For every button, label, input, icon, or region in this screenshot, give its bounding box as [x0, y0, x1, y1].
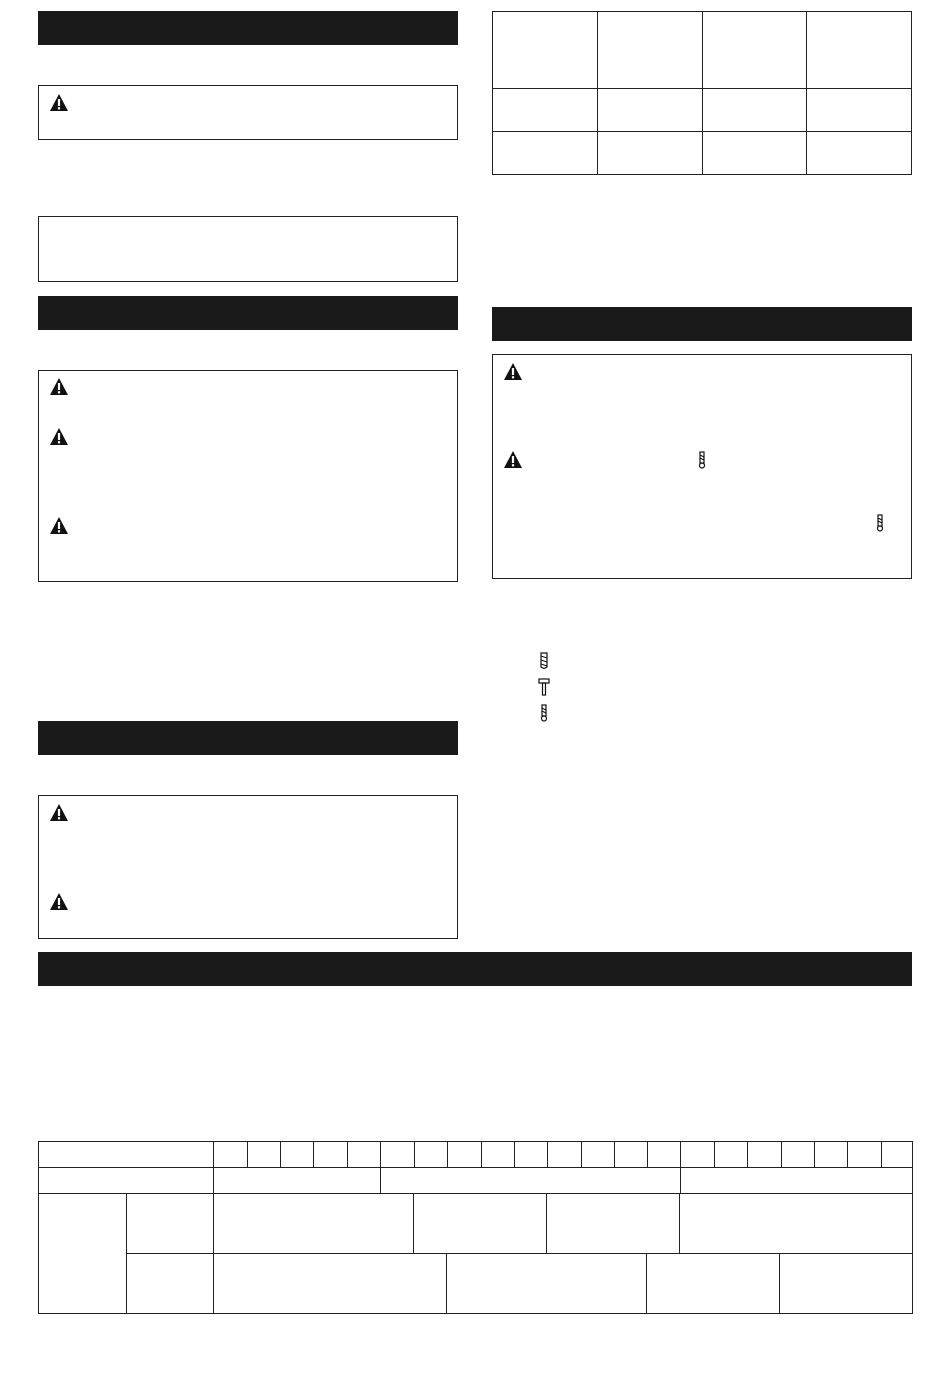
- table-cell: [807, 132, 912, 175]
- table-cell: [597, 132, 702, 175]
- table-cell: [702, 12, 807, 89]
- screw-icon: [696, 451, 708, 469]
- table-cell: [702, 132, 807, 175]
- section-header-1: [38, 11, 458, 45]
- table-cell: [807, 89, 912, 132]
- warning-triangle-icon: [503, 450, 523, 470]
- warning-triangle-icon: [49, 93, 69, 113]
- warning-triangle-icon: [49, 892, 69, 912]
- table-cell: [807, 12, 912, 89]
- table-cell: [493, 132, 598, 175]
- table-cell: [597, 12, 702, 89]
- warning-triangle-icon: [49, 427, 69, 447]
- warning-triangle-icon: [503, 362, 523, 382]
- drill-icon: [538, 651, 550, 669]
- warning-box-2: [38, 370, 458, 582]
- specifications-table-grid: [38, 1141, 913, 1314]
- specifications-table: [38, 1141, 913, 1314]
- section-header-3: [38, 721, 458, 755]
- screw-icon: [538, 704, 550, 722]
- section-header-2: [38, 296, 458, 330]
- warning-triangle-icon: [49, 803, 69, 823]
- warning-triangle-icon: [49, 516, 69, 536]
- note-box: [38, 216, 458, 282]
- table-cell: [493, 89, 598, 132]
- warning-box-1: [38, 85, 458, 140]
- section-header-right: [492, 307, 912, 341]
- warning-box-right: [492, 354, 912, 579]
- hammer-icon: [538, 678, 550, 696]
- warning-box-3: [38, 795, 458, 939]
- table-cell: [702, 89, 807, 132]
- mode-symbol-list: [538, 651, 558, 726]
- table-cell: [493, 12, 598, 89]
- warning-triangle-icon: [49, 377, 69, 397]
- screw-icon: [874, 514, 886, 532]
- table-cell: [597, 89, 702, 132]
- spec-table: [492, 11, 912, 175]
- section-header-bottom: [38, 952, 912, 986]
